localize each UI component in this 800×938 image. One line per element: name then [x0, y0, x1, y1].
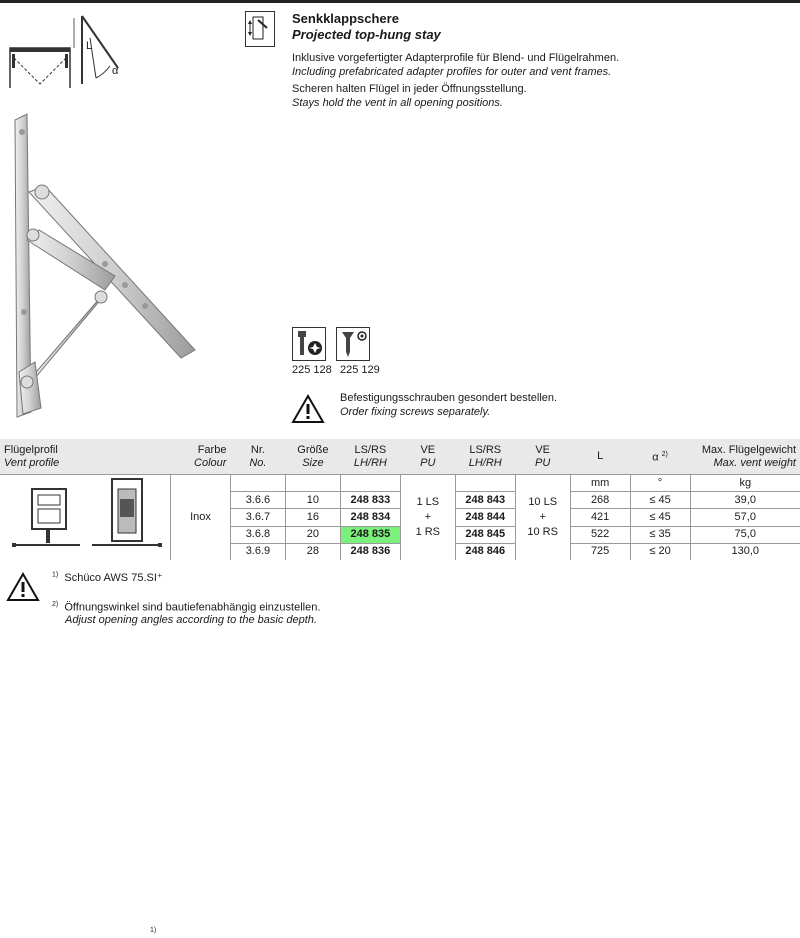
- cell-length: 522: [570, 526, 630, 543]
- cell-nr: 3.6.9: [230, 543, 285, 560]
- profile-footnote-mark: 1): [150, 927, 157, 934]
- footnote-2: [52, 601, 320, 614]
- description-1-de: Inklusive vorgefertigter Adapterprofile für Blend- und Flügelrahmen.: [292, 52, 620, 64]
- vent-profile-drawing: [0, 475, 170, 555]
- cell-lh-article: 248 833: [340, 492, 400, 509]
- cell-alpha: ≤ 45: [630, 509, 690, 526]
- footnote-1-mark: 1): [52, 571, 59, 579]
- top-rule: [0, 0, 800, 3]
- diagram-label-l: L: [86, 40, 93, 52]
- stay-product-image: [5, 112, 205, 424]
- cell-length: 421: [570, 509, 630, 526]
- stay-symbol-icon: [245, 11, 275, 47]
- header-alpha: α $^{2)}$: [652, 451, 668, 464]
- units-empty: [230, 475, 285, 492]
- description-1-en: Including prefabricated adapter profiles for outer and vent frames.: [292, 66, 612, 78]
- header-length: L: [597, 450, 604, 462]
- window-opening-diagram: [0, 8, 140, 88]
- title-de: Senkklappschere: [292, 11, 399, 26]
- footnote-2-mark: 2): [52, 601, 59, 608]
- header-pu-2: VE PU: [535, 443, 551, 469]
- cell-rh-article: 248 844: [455, 509, 515, 526]
- pu-cell-1: 1 LS + 1 RS: [400, 475, 455, 561]
- footnote-2-text-de: Öffnungswinkel sind bautiefenabhängig einzustellen.: [64, 601, 321, 614]
- cell-size: 10: [285, 492, 340, 509]
- table-header-row: [0, 439, 800, 475]
- colour-cell: Inox: [171, 475, 231, 561]
- cell-rh-article: 248 846: [455, 543, 515, 560]
- description-2-de: Scheren halten Flügel in jeder Öffnungsstellung.: [292, 83, 527, 95]
- screw-code-2: 225 129: [340, 364, 380, 376]
- cell-weight: 39,0: [690, 492, 800, 509]
- header-size: Größe Size: [297, 443, 329, 469]
- cell-length: 268: [570, 492, 630, 509]
- title-en: Projected top-hung stay: [292, 27, 441, 42]
- header-lhrh-2: LS/RS LH/RH: [468, 443, 502, 469]
- footnote-1: [52, 571, 163, 584]
- units-row: [0, 475, 800, 492]
- header-lhrh-1: LS/RS LH/RH: [353, 443, 387, 469]
- units-empty: [285, 475, 340, 492]
- pu-cell-2: 10 LS + 10 RS: [515, 475, 570, 561]
- unit-weight: kg: [690, 475, 800, 492]
- cell-alpha: ≤ 45: [630, 492, 690, 509]
- screw-warning-de: Befestigungsschrauben gesondert bestellen.: [340, 392, 558, 404]
- cell-length: 725: [570, 543, 630, 560]
- diagram-label-alpha: α: [112, 65, 119, 77]
- cell-weight: 130,0: [690, 543, 800, 560]
- units-empty: [455, 475, 515, 492]
- hex-bolt-torx-icon: [292, 327, 326, 361]
- unit-alpha: °: [630, 475, 690, 492]
- countersunk-screw-icon: [336, 327, 370, 361]
- header-max-weight: Max. Flügelgewicht Max. vent weight: [701, 443, 796, 469]
- header-pu-1: VE PU: [420, 443, 436, 469]
- footnote-2-text-en: Adjust opening angles according to the basic depth.: [65, 614, 317, 626]
- warning-icon-footnote: [6, 572, 40, 602]
- cell-lh-article: 248 834: [340, 509, 400, 526]
- header-vent-profile: Flügelprofil Vent profile: [4, 443, 60, 469]
- cell-size: 16: [285, 509, 340, 526]
- cell-weight: 75,0: [690, 526, 800, 543]
- screw-warning-en: Order fixing screws separately.: [340, 406, 491, 418]
- cell-rh-article: 248 845: [455, 526, 515, 543]
- cell-size: 28: [285, 543, 340, 560]
- cell-alpha: ≤ 35: [630, 526, 690, 543]
- unit-length: mm: [570, 475, 630, 492]
- cell-nr: 3.6.7: [230, 509, 285, 526]
- cell-weight: 57,0: [690, 509, 800, 526]
- units-empty: [340, 475, 400, 492]
- cell-rh-article: 248 843: [455, 492, 515, 509]
- description-2-en: Stays hold the vent in all opening positions.: [292, 97, 503, 109]
- cell-lh-article-highlighted: 248 835: [340, 526, 400, 543]
- screw-code-1: 225 128: [292, 364, 332, 376]
- header-colour: Farbe Colour: [194, 443, 227, 469]
- cell-nr: 3.6.8: [230, 526, 285, 543]
- cell-size: 20: [285, 526, 340, 543]
- cell-alpha: ≤ 20: [630, 543, 690, 560]
- header-no: Nr. No.: [249, 443, 267, 469]
- cell-nr: 3.6.6: [230, 492, 285, 509]
- footnote-1-text: Schüco AWS 75.SI⁺: [64, 572, 163, 584]
- cell-lh-article: 248 836: [340, 543, 400, 560]
- warning-icon: [291, 394, 325, 424]
